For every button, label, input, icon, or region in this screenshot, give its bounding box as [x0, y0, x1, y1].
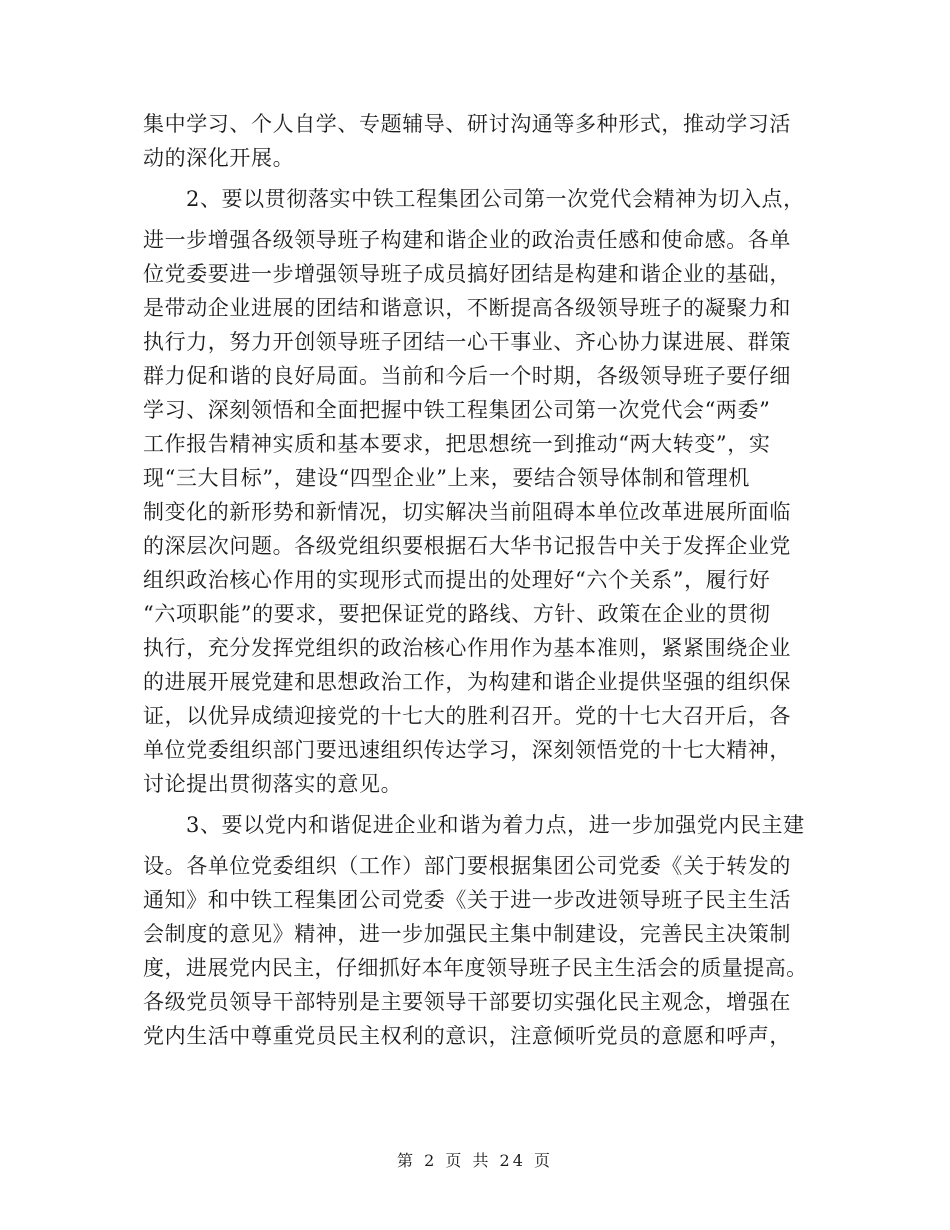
text-line: 的进展开展党建和思想政治工作，为构建和谐企业提供坚强的组织保 — [143, 670, 791, 694]
text-line: 学习、深刻领悟和全面把握中铁工程集团公司第一次党代会“两委” — [143, 398, 771, 422]
text-line: 度，进展党内民主，仔细抓好本年度领导班子民主生活会的质量提高。 — [143, 956, 808, 980]
text-line: 群力促和谐的良好局面。当前和今后一个时期，各级领导班子要仔细 — [143, 364, 791, 388]
text-line: 集中学习、个人自学、专题辅导、研讨沟通等多种形式，推动学习活 — [143, 112, 791, 136]
text-line: 位党委要进一步增强领导班子成员搞好团结是构建和谐企业的基础， — [143, 262, 791, 286]
text-line: 制变化的新形势和新情况，切实解决当前阻碍本单位改革进展所面临 — [143, 500, 791, 524]
text-line: 现“三大目标”，建设“四型企业”上来，要结合领导体制和管理机 — [143, 466, 750, 490]
text-line: 工作报告精神实质和基本要求，把思想统一到推动“两大转变”，实 — [143, 432, 771, 456]
text-line: 讨论提出贯彻落实的意见。 — [143, 772, 403, 796]
text-line: 通知》和中铁工程集团公司党委《关于进一步改进领导班子民主生活 — [143, 888, 791, 912]
text-line: 证，以优异成绩迎接党的十七大的胜利召开。党的十七大召开后，各 — [143, 704, 791, 728]
text-line: 执行，充分发挥党组织的政治核心作用作为基本准则，紧紧围绕企业 — [143, 636, 791, 660]
paragraph-start-line: 3、要以党内和谐促进企业和谐为着力点，进一步加强党内民主建 — [186, 813, 805, 837]
text-line: 组织政治核心作用的实现形式而提出的处理好“六个关系”，履行好 — [143, 568, 771, 592]
text-line: 进一步增强各级领导班子构建和谐企业的政治责任感和使命感。各单 — [143, 228, 791, 252]
text-line: 单位党委组织部门要迅速组织传达学习，深刻领悟党的十七大精神， — [143, 738, 791, 762]
text-line: 会制度的意见》精神，进一步加强民主集中制建设，完善民主决策制 — [143, 922, 791, 946]
paragraph-start-line: 2、要以贯彻落实中铁工程集团公司第一次党代会精神为切入点， — [186, 187, 805, 211]
text-line: 的深层次问题。各级党组织要根据石大华书记报告中关于发挥企业党 — [143, 534, 791, 558]
text-line: 党内生活中尊重党员民主权利的意识，注意倾听党员的意愿和呼声， — [143, 1024, 791, 1048]
text-line: 设。各单位党委组织（工作）部门要根据集团公司党委《关于转发的 — [143, 854, 791, 878]
text-line: 各级党员领导干部特别是主要领导干部要切实强化民主观念，增强在 — [143, 990, 791, 1014]
text-line: 是带动企业进展的团结和谐意识，不断提高各级领导班子的凝聚力和 — [143, 296, 791, 320]
text-line: “六项职能”的要求，要把保证党的路线、方针、政策在企业的贯彻 — [143, 602, 771, 626]
text-line: 动的深化开展。 — [143, 146, 295, 170]
text-line: 执行力，努力开创领导班子团结一心干事业、齐心协力谋进展、群策 — [143, 330, 791, 354]
page-number-footer: 第 2 页 共 24 页 — [397, 1151, 553, 1170]
